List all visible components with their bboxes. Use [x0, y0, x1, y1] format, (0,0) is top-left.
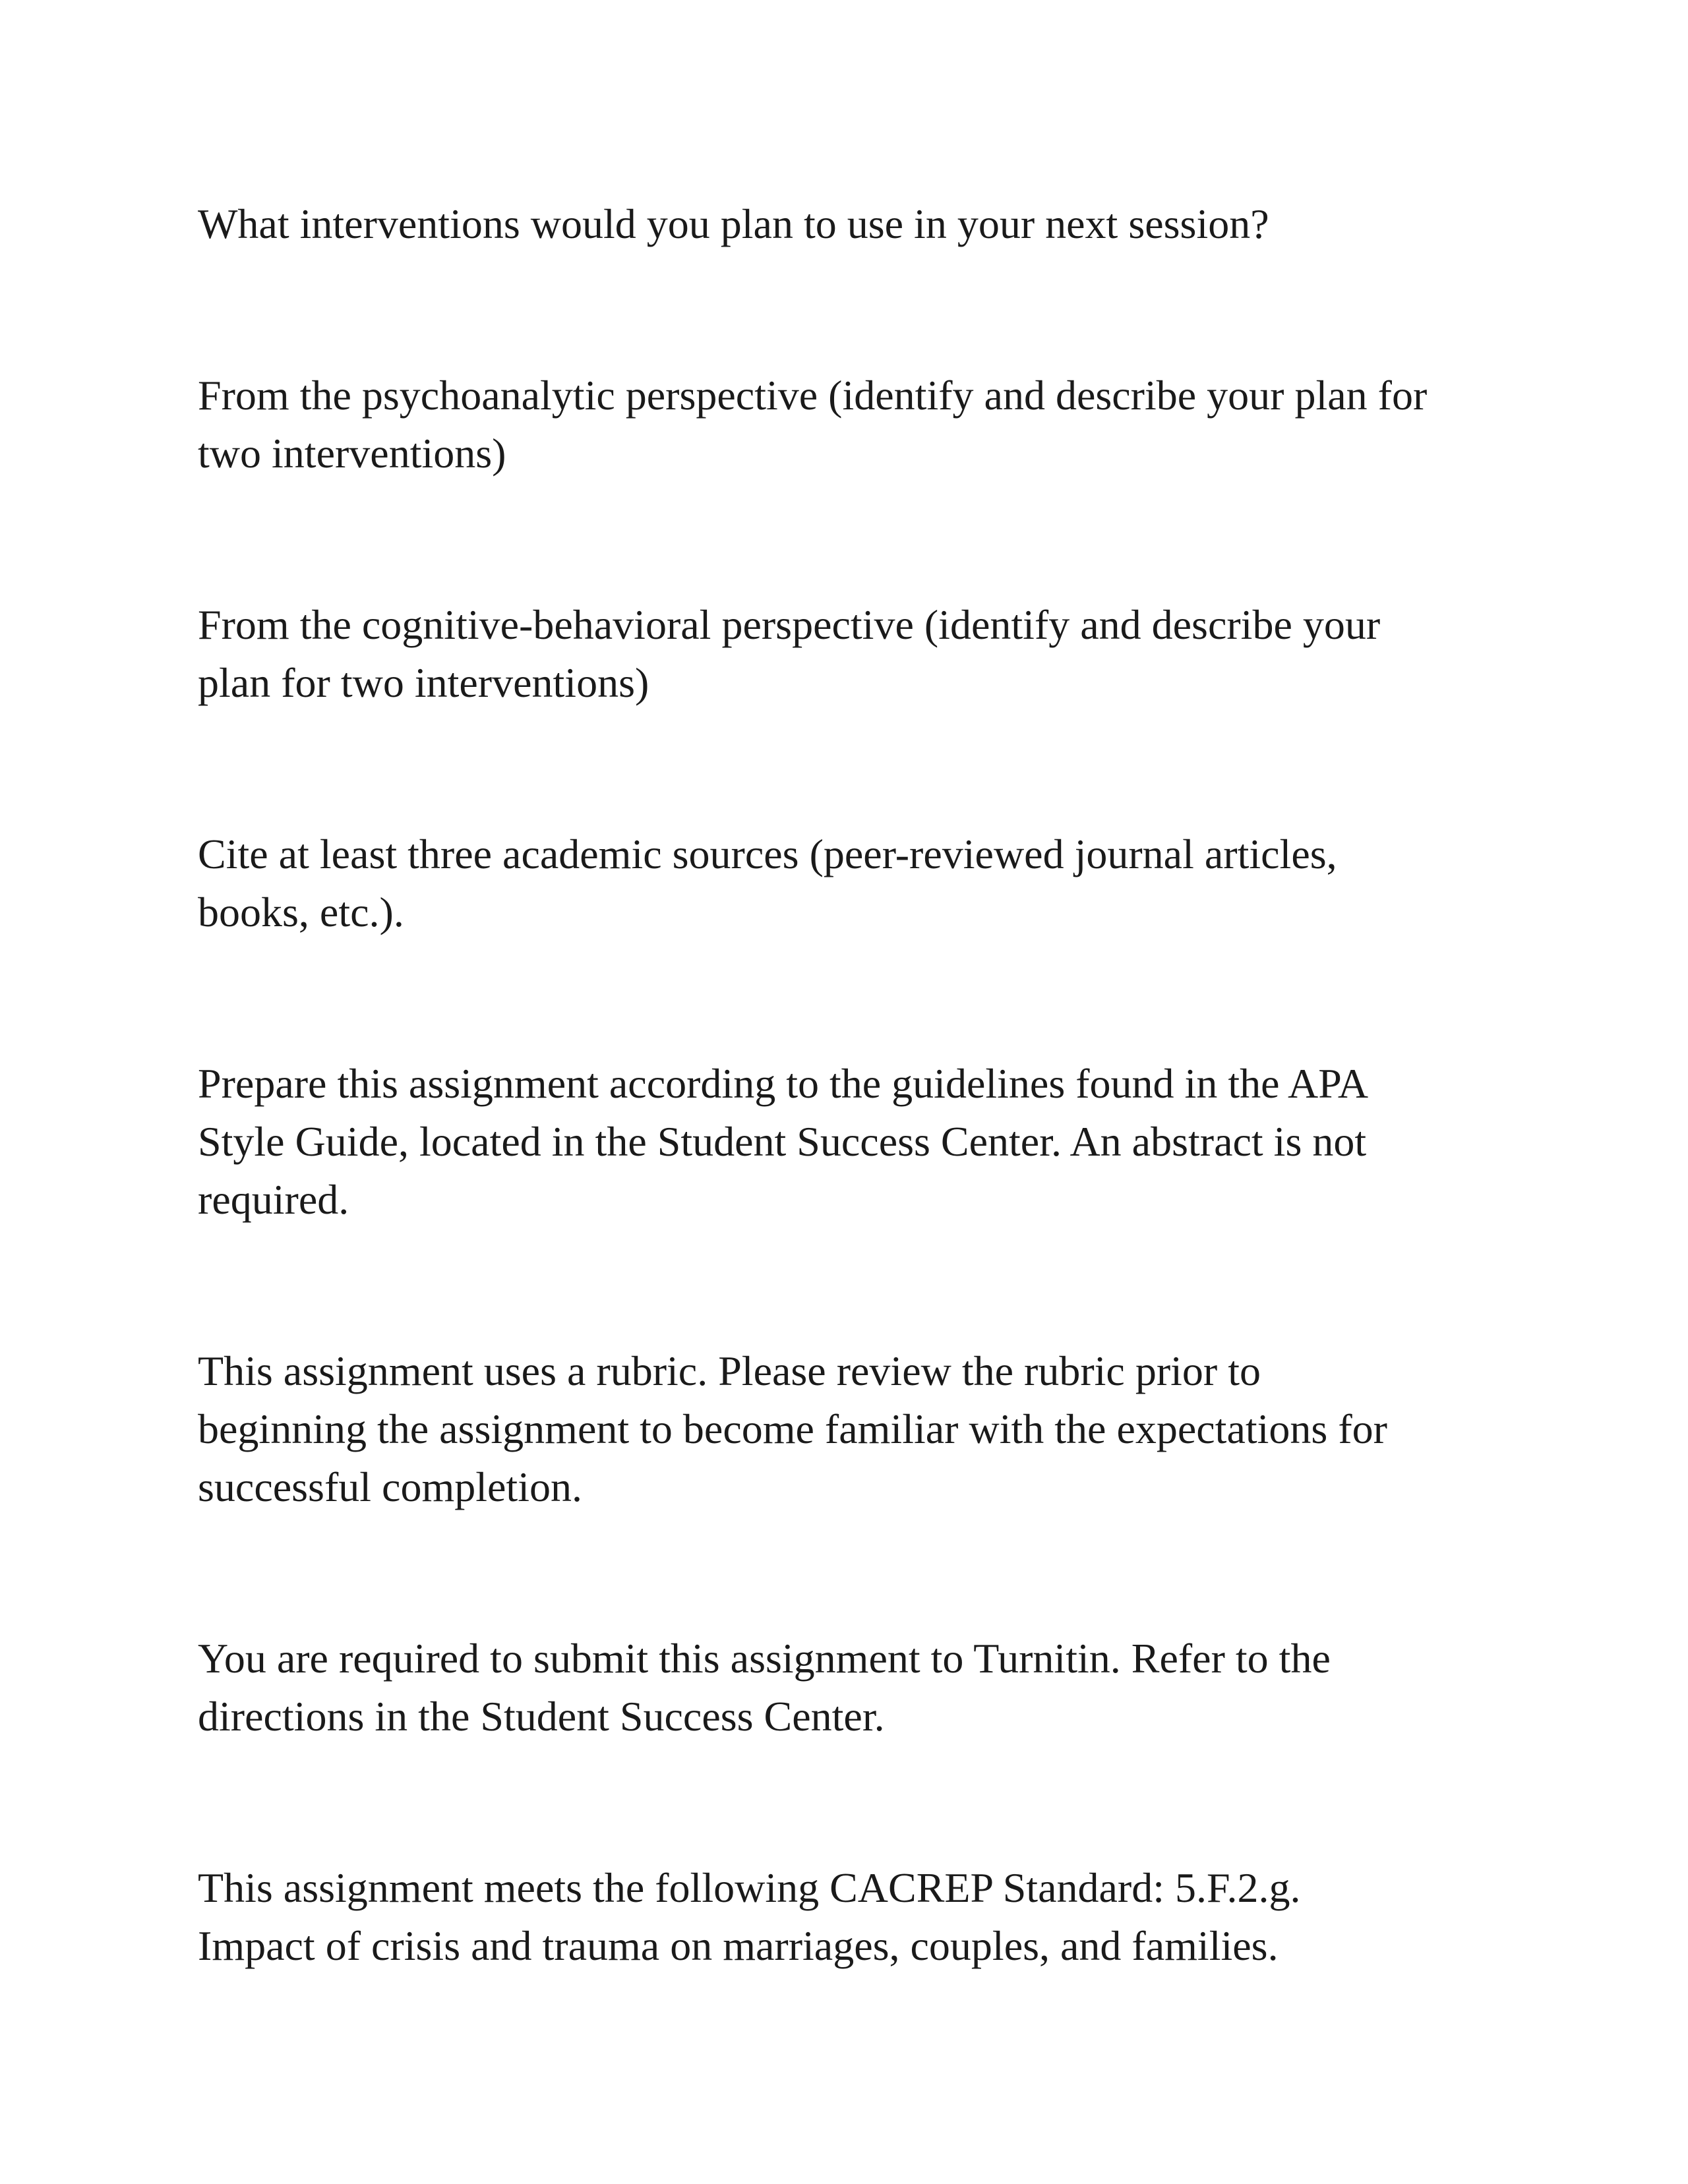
- text-line: From the psychoanalytic perspective (identify and describe your plan for: [198, 372, 1428, 419]
- text-line: successful completion.: [198, 1463, 582, 1510]
- text-line: Style Guide, located in the Student Success Center. An abstract is not: [198, 1118, 1367, 1165]
- paragraph-rubric: [198, 1342, 1490, 1516]
- paragraph-psychoanalytic: [198, 367, 1490, 483]
- text-line: directions in the Student Success Center.: [198, 1693, 885, 1740]
- paragraph-cognitive-behavioral: [198, 596, 1490, 712]
- text-line: This assignment meets the following CACREP Standard: 5.F.2.g.: [198, 1864, 1301, 1911]
- paragraph-turnitin: [198, 1630, 1490, 1746]
- paragraph-apa-style: [198, 1055, 1490, 1229]
- paragraph-next-session-question: [198, 195, 1490, 253]
- text-line: required.: [198, 1176, 349, 1223]
- paragraph-cite-sources: [198, 825, 1490, 941]
- text-line: What interventions would you plan to use in your next session?: [198, 200, 1269, 247]
- text-line: plan for two interventions): [198, 659, 649, 706]
- text-line: Prepare this assignment according to the guidelines found in the APA: [198, 1060, 1369, 1107]
- paragraph-cacrep-standard: [198, 1859, 1490, 1975]
- text-line: Impact of crisis and trauma on marriages, couples, and families.: [198, 1922, 1279, 1969]
- text-line: two interventions): [198, 430, 506, 477]
- text-line: books, etc.).: [198, 889, 404, 935]
- text-line: beginning the assignment to become familiar with the expectations for: [198, 1405, 1387, 1452]
- text-line: This assignment uses a rubric. Please review the rubric prior to: [198, 1347, 1261, 1394]
- text-line: Cite at least three academic sources (peer-reviewed journal articles,: [198, 831, 1337, 877]
- text-line: You are required to submit this assignment to Turnitin. Refer to the: [198, 1635, 1331, 1682]
- text-line: From the cognitive-behavioral perspective (identify and describe your: [198, 601, 1381, 648]
